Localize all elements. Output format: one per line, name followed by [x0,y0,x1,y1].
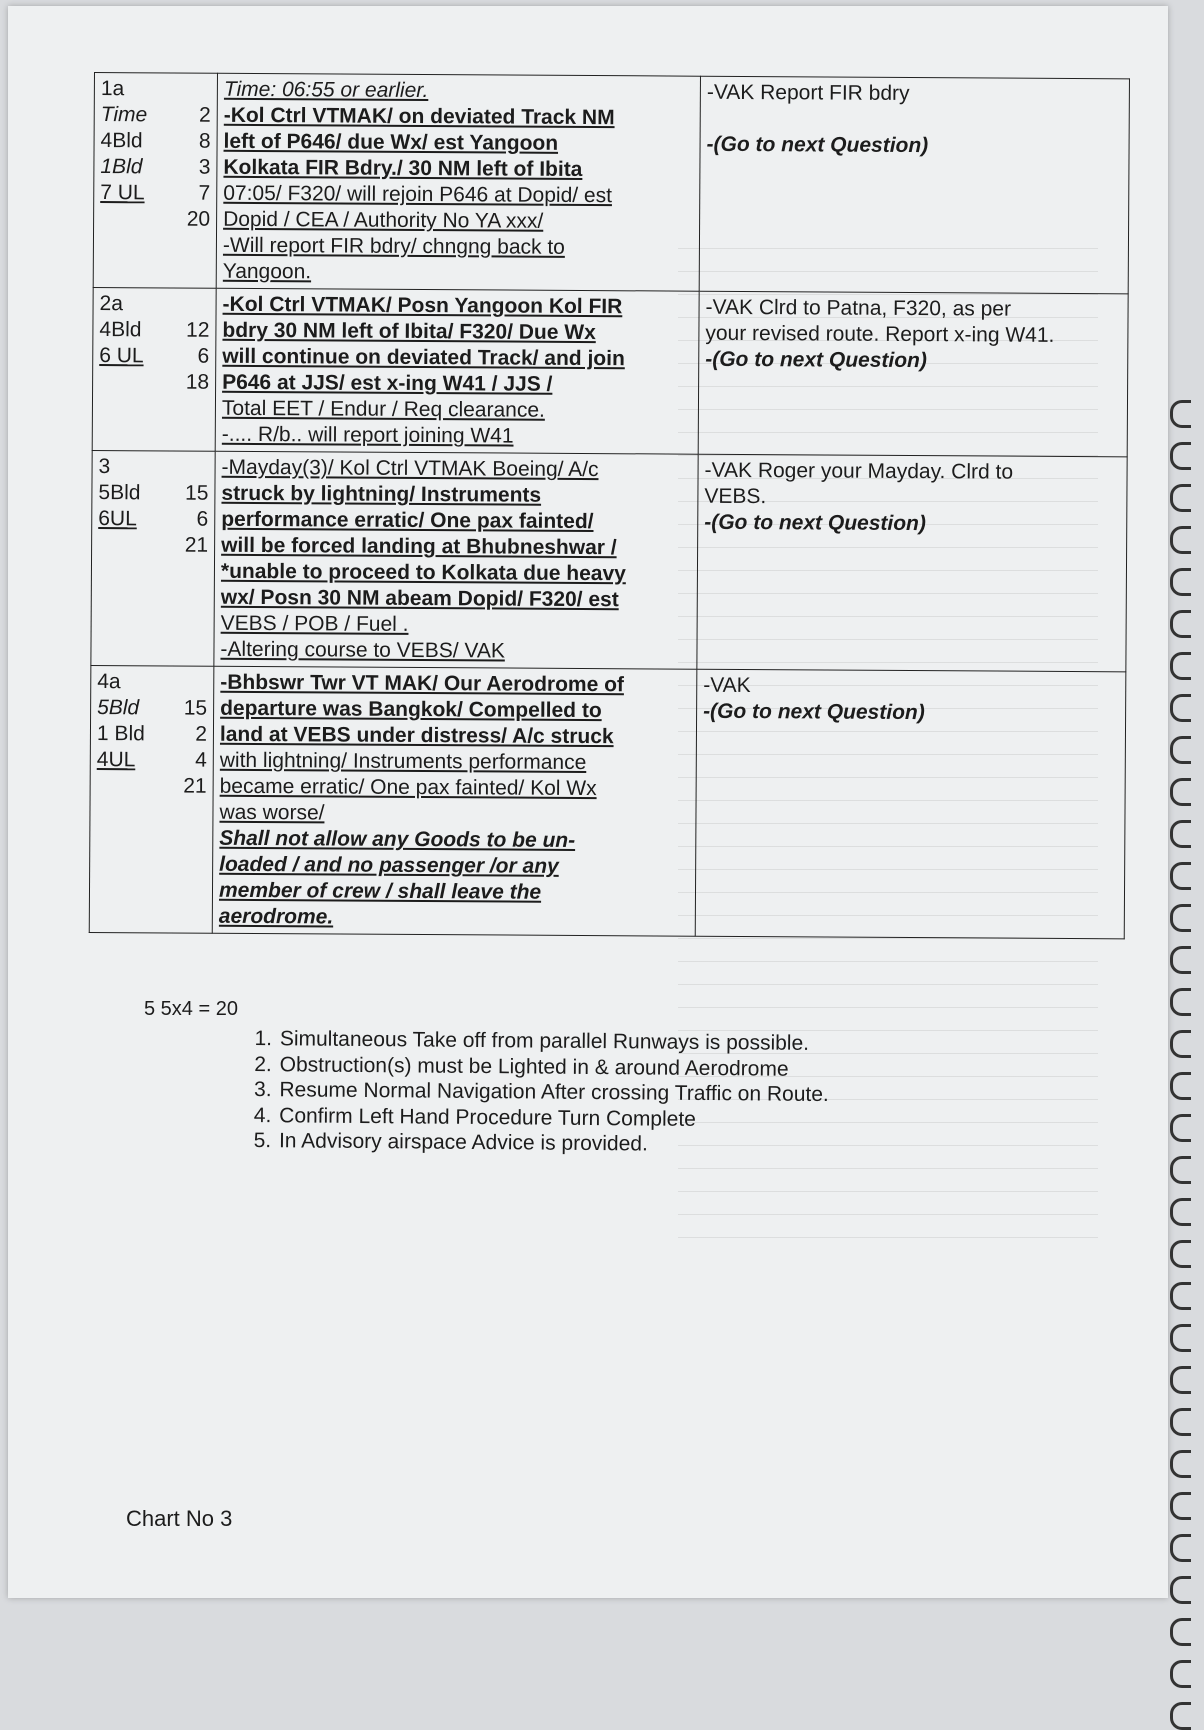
binding-ring [1170,1618,1191,1646]
transmission-cell [215,288,699,454]
binding-ring [1170,568,1191,596]
response-line: -VAK Roger your Mayday. Clrd to [704,458,1014,484]
binding-ring [1170,1240,1191,1268]
mark-total-value: 18 [185,370,210,394]
transmission-line: with lightning/ Instruments performance [219,748,587,775]
mark-label: 4Bld [99,318,142,342]
binding-ring [1170,1072,1191,1100]
binding-ring [1170,694,1191,722]
note-item: 1. Simultaneous Take off from parallel Runways is possible. [278,1026,830,1056]
transmission-line: became erratic/ One pax fainted/ Kol Wx [219,774,597,801]
transmission-line: member of crew / shall leave the [218,878,542,904]
mark-total [100,206,210,233]
transmission-line: struck by lightning/ Instruments [221,481,542,507]
question-id: 2a [99,292,124,316]
mark-line [100,180,210,207]
spiral-binding [1170,400,1200,1590]
mark-label: 6UL [98,507,137,531]
transmission-line: left of P646/ due Wx/ est Yangoon [223,129,559,155]
transmission-line: aerodrome. [218,904,334,929]
mark-line [101,102,211,129]
binding-ring [1170,526,1191,554]
marks-cell [91,450,215,666]
response-line: -(Go to next Question) [706,132,929,158]
total-calculation: 5 5x4 = 20 [144,998,238,1020]
transmission-line: loaded / and no passenger /or any [219,852,559,878]
binding-ring [1170,1702,1191,1730]
transmission-line: Kolkata FIR Bdry./ 30 NM left of Ibita [223,155,583,181]
response-line: VEBS. [704,484,767,509]
binding-ring [1170,400,1191,428]
binding-ring [1170,1114,1191,1142]
marks-cell [89,665,214,933]
mark-line [97,721,207,748]
binding-ring [1170,484,1191,512]
response-line: -VAK Report FIR bdry [706,80,910,105]
transmission-line: land at VEBS under distress/ A/c struck [219,722,614,749]
transmission-line: performance erratic/ One pax fainted/ [221,507,594,534]
mark-label: 5Bld [98,481,141,505]
transmission-cell [216,73,700,291]
mark-value: 4 [195,748,207,772]
binding-ring [1170,820,1191,848]
mark-total [98,532,208,559]
marks-cell [92,287,216,451]
response-line: -VAK [703,673,751,698]
response-line [707,106,1123,135]
binding-ring [1170,1198,1191,1226]
mark-line [99,317,209,344]
atc-response-cell [697,454,1127,672]
response-line: your revised route. Report x-ing W41. [705,321,1055,347]
response-line: -(Go to next Question) [703,699,925,725]
mark-total-value: 20 [186,207,211,231]
mark-total [99,369,209,396]
note-item: 3. Resume Normal Navigation After crossing Traffic on Route. [277,1077,829,1107]
transmission-line: Dopid / CEA / Authority No YA xxx/ [223,207,544,233]
mark-label: 1 Bld [96,722,145,746]
binding-ring [1170,1366,1191,1394]
mark-value: 6 [196,507,209,531]
binding-ring [1170,778,1191,806]
transmission-line: 07:05/ F320/ will rejoin P646 at Dopid/ est [223,181,613,208]
binding-ring [1170,862,1191,890]
transmission-line: was worse/ [219,800,325,825]
transmission-line: Shall not allow any Goods to be un- [219,826,576,852]
question-row-3 [91,450,1127,671]
transmission-line: -.... R/b.. will report joining W41 [221,422,514,448]
notes-list [249,1026,829,1159]
mark-line [100,154,210,181]
transmission-line: *unable to proceed to Kolkata due heavy [220,559,626,586]
marks-cell [93,73,217,289]
note-item: 5. In Advisory airspace Advice is provided. [277,1128,829,1158]
mark-total [97,773,207,800]
response-line: -(Go to next Question) [704,510,926,536]
note-item: 2. Obstruction(s) must be Lighted in & around Aerodrome [278,1052,830,1082]
transmission-line: -Altering course to VEBS/ VAK [220,637,505,663]
transmission-line: VEBS / POB / Fuel . [220,611,409,636]
question-id: 3 [98,455,111,479]
binding-ring [1170,1492,1191,1520]
binding-ring [1170,1408,1191,1436]
atc-response-cell [699,76,1129,294]
mark-value: 8 [198,129,211,153]
transmission-line: wx/ Posn 30 NM abeam Dopid/ F320/ est [220,585,619,612]
mark-value: 2 [195,722,208,746]
binding-ring [1170,1156,1191,1184]
mark-label: 7 UL [100,181,145,205]
chart-footer: Chart No 3 [126,1506,233,1531]
question-id: 4a [97,670,121,694]
transmission-line: bdry 30 NM left of Ibita/ F320/ Due Wx [222,318,596,345]
binding-ring [1170,1450,1191,1478]
binding-ring [1170,442,1191,470]
binding-ring [1170,1030,1191,1058]
mark-label: 4UL [96,748,136,772]
binding-ring [1170,904,1191,932]
mark-value: 7 [198,181,211,205]
mark-label: Time [100,103,148,127]
transmission-line: -Bhbswr Twr VT MAK/ Our Aerodrome of [220,670,625,697]
mark-line [97,695,207,722]
transmission-line: will continue on deviated Track/ and join [222,344,625,371]
mark-line [100,128,210,155]
mark-line [98,506,208,533]
transmission-line: -Mayday(3)/ Kol Ctrl VTMAK Boeing/ A/c [221,455,599,482]
binding-ring [1170,946,1191,974]
mark-total-value: 21 [184,533,209,557]
mark-value: 2 [198,103,211,127]
transmission-line: departure was Bangkok/ Compelled to [220,696,602,723]
response-line: -(Go to next Question) [705,347,927,373]
question-row-1a [93,73,1129,294]
transmission-cell [214,451,698,669]
chart-table [89,72,1130,939]
binding-ring [1170,988,1191,1016]
mark-value: 6 [197,344,210,368]
mark-value: 3 [198,155,211,179]
mark-value: 15 [184,481,209,505]
mark-total-value: 21 [183,774,207,798]
transmission-line: Time: 06:55 or earlier. [223,77,429,103]
transmission-line: Yangoon. [222,259,312,284]
question-row-2a [92,287,1128,456]
atc-response-cell [698,291,1128,457]
atc-response-cell [695,669,1126,939]
transmission-line: will be forced landing at Bhubneshwar / [221,533,617,560]
mark-label: 5Bld [97,696,140,720]
question-row-4a [89,665,1126,938]
binding-ring [1170,1282,1191,1310]
mark-value: 12 [185,318,210,342]
binding-ring [1170,736,1191,764]
mark-line [98,480,208,507]
mark-label: 4Bld [100,129,143,153]
transmission-line: -Kol Ctrl VTMAK/ on deviated Track NM [223,103,615,130]
mark-label: 1Bld [100,155,143,179]
question-id: 1a [100,77,125,101]
binding-ring [1170,610,1191,638]
mark-value: 15 [183,696,208,720]
transmission-line: -Kol Ctrl VTMAK/ Posn Yangoon Kol FIR [222,292,623,319]
binding-ring [1170,1324,1191,1352]
transmission-line: P646 at JJS/ est x-ing W41 / JJS / [222,370,553,396]
binding-ring [1170,652,1191,680]
mark-label: 6 UL [99,344,144,368]
response-line: -VAK Clrd to Patna, F320, as per [705,295,1012,321]
binding-ring [1170,1534,1191,1562]
note-item: 4. Confirm Left Hand Procedure Turn Complete [277,1103,829,1133]
binding-ring [1170,1660,1191,1688]
transmission-cell [212,666,697,936]
mark-line [99,343,209,370]
mark-line [97,747,207,774]
transmission-line: Total EET / Endur / Req clearance. [221,396,545,422]
transmission-line: -Will report FIR bdry/ chngng back to [222,233,565,259]
